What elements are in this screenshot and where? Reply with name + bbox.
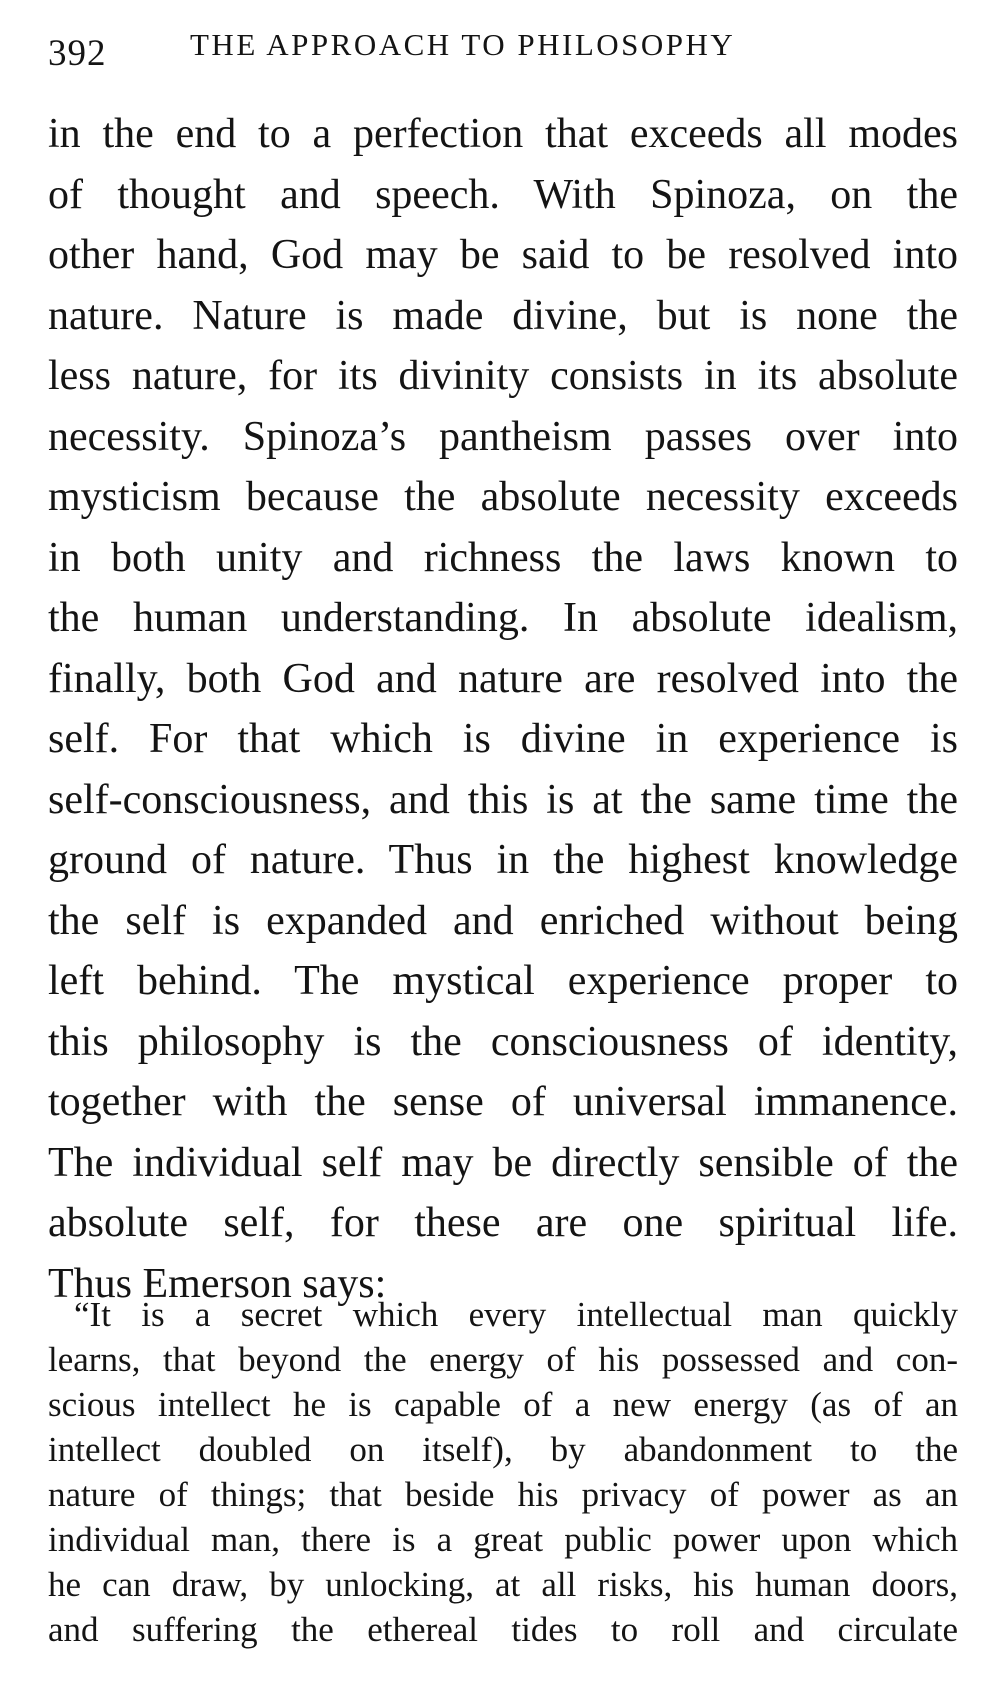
running-head	[48, 22, 958, 72]
body-line: left behind. The mystical experience proper to	[48, 958, 958, 1004]
body-line: ground of nature. Thus in the highest knowledge	[48, 837, 958, 883]
page-number: 392	[48, 33, 107, 74]
book-page	[48, 0, 958, 1700]
quote-line: scious intellect he is capable of a new energy (as of an	[48, 1385, 958, 1424]
body-line: finally, both God and nature are resolved into the	[48, 655, 958, 702]
body-line: self-consciousness, and this is at the same time the	[48, 776, 958, 823]
body-line: Thus Emerson says:	[48, 1260, 387, 1307]
quote-line: learns, that beyond the energy of his possessed and con-	[48, 1340, 958, 1379]
body-line: self. For that which is divine in experience is	[48, 716, 958, 762]
body-line: in both unity and richness the laws known to	[48, 534, 958, 581]
body-line: mysticism because the absolute necessity exceeds	[48, 474, 958, 520]
body-line: of thought and speech. With Spinoza, on the	[48, 171, 958, 218]
quote-line: he can draw, by unlocking, at all risks, his human doors,	[48, 1565, 958, 1604]
body-line: absolute self, for these are one spiritual life.	[48, 1200, 958, 1246]
body-line: the human understanding. In absolute idealism,	[48, 595, 958, 641]
body-line: necessity. Spinoza’s pantheism passes over into	[48, 413, 958, 460]
body-line: this philosophy is the consciousness of identity,	[48, 1018, 958, 1065]
body-line: in the end to a perfection that exceeds all modes	[48, 111, 958, 157]
body-line: nature. Nature is made divine, but is none the	[48, 292, 958, 339]
body-line: the self is expanded and enriched without being	[48, 897, 958, 944]
body-line: together with the sense of universal immanence.	[48, 1079, 958, 1125]
body-paragraph	[48, 104, 958, 1314]
quote-line: intellect doubled on itself), by abandonment to the	[48, 1430, 958, 1469]
quote-line: individual man, there is a great public power upon which	[48, 1520, 958, 1559]
body-line: less nature, for its divinity consists in its absolute	[48, 353, 958, 399]
quote-line: “It is a secret which every intellectual man quickly	[74, 1295, 958, 1334]
running-title: THE APPROACH TO PHILOSOPHY	[190, 27, 736, 62]
block-quote	[48, 1292, 958, 1652]
quote-line: and suffering the ethereal tides to roll and circulate	[48, 1610, 958, 1649]
body-line: The individual self may be directly sensible of the	[48, 1139, 958, 1186]
body-line: other hand, God may be said to be resolved into	[48, 232, 958, 278]
quote-line: nature of things; that beside his privacy of power as an	[48, 1475, 958, 1514]
